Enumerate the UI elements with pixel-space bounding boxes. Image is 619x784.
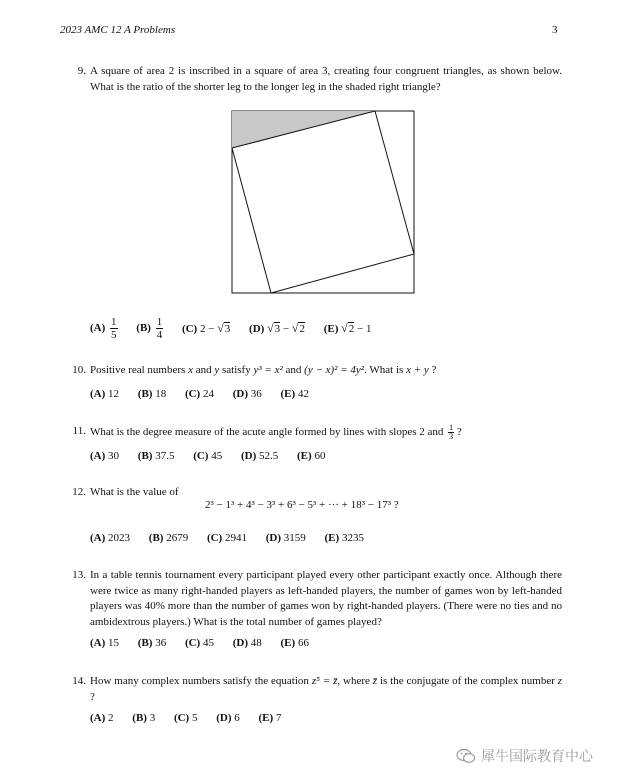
problem-11-answers	[90, 450, 341, 462]
problem-9-answers	[90, 316, 387, 341]
display-equation: 2³ − 1³ + 4³ − 3³ + 6³ − 5³ + ··· + 18³ − 17³ ?	[205, 499, 399, 511]
answer-choice-e[interactable]: (E) 3235	[324, 532, 364, 545]
answer-choice-b[interactable]: (B) $\frac{1}{4}$	[136, 316, 163, 341]
problem-number: 11.	[72, 425, 86, 437]
answer-choice-c[interactable]: (C) 5	[173, 712, 198, 725]
answer-choice-a[interactable]: (A) 15	[90, 637, 120, 650]
answer-choice-c[interactable]: (C) 2941	[206, 532, 247, 545]
problem-11	[64, 424, 562, 441]
answer-choice-e[interactable]: (E) 66	[280, 637, 309, 650]
answer-choice-b[interactable]: (B) 3	[132, 712, 156, 725]
inscribed-squares-figure	[231, 110, 415, 294]
problem-10-answers	[90, 388, 325, 400]
answer-choice-a[interactable]: (A) $\frac{1}{5}$	[90, 316, 117, 341]
problem-14	[64, 674, 562, 705]
answer-choice-d[interactable]: (D) 3159	[265, 532, 306, 545]
page-number: 3	[552, 24, 558, 36]
problem-9	[64, 64, 562, 95]
answer-choice-c[interactable]: (C) 24	[184, 388, 214, 401]
problem-text: How many complex numbers satisfy the equation z⁵ = z̄, where z̄ is the conjugate of the complex number z ?	[90, 675, 563, 703]
problem-text: In a table tennis tournament every participant played every other participant exactly once. Although there were twice as many right-handed players as left-handed players, the number of games won by left-handed players was 40% more than the number of games won by right-handed players. (There were no ties and no ambidextrous players.) What is the total number of games played?	[90, 569, 562, 628]
answer-choice-e[interactable]: (E) 7	[258, 712, 282, 725]
answer-choice-a[interactable]: (A) 12	[90, 388, 120, 401]
watermark	[456, 746, 616, 766]
answer-choice-e[interactable]: (E) 60	[297, 450, 326, 463]
problem-number: 10.	[72, 364, 86, 376]
answer-choice-b[interactable]: (B) 18	[137, 388, 167, 401]
answer-choice-b[interactable]: (B) 2679	[148, 532, 189, 545]
answer-choice-b[interactable]: (B) 36	[137, 637, 167, 650]
answer-choice-d[interactable]: (D) 6	[216, 712, 240, 725]
answer-choice-c[interactable]: (C) 2 − √3	[181, 321, 231, 335]
problem-10	[64, 363, 562, 379]
problem-14-answers	[90, 712, 297, 724]
answer-choice-d[interactable]: (D) 36	[232, 388, 262, 401]
watermark-text: 犀牛国际教育中心	[481, 749, 593, 765]
problem-text: What is the degree measure of the acute angle formed by lines with slopes 2 and $\frac{1}{3}$ ?	[90, 423, 462, 441]
problem-13-answers	[90, 637, 325, 649]
answer-choice-c[interactable]: (C) 45	[184, 637, 214, 650]
answer-choice-e[interactable]: (E) 42	[280, 388, 309, 401]
problem-12-answers	[90, 532, 380, 544]
problem-number: 12.	[72, 486, 86, 498]
answer-choice-d[interactable]: (D) 52.5	[240, 450, 279, 463]
problem-number: 14.	[72, 675, 86, 687]
answer-choice-b[interactable]: (B) 37.5	[137, 450, 175, 463]
answer-choice-e[interactable]: (E) √2 − 1	[323, 321, 372, 335]
problem-text: What is the value of	[90, 486, 179, 498]
fraction-one-third: $\frac{1}{3}$	[449, 423, 454, 441]
answer-choice-a[interactable]: (A) 2023	[90, 532, 131, 545]
answer-choice-a[interactable]: (A) 2	[90, 712, 114, 725]
answer-choice-d[interactable]: (D) √3 − √2	[249, 321, 305, 335]
answer-choice-c[interactable]: (C) 45	[193, 450, 223, 463]
problem-number: 13.	[72, 569, 86, 581]
page-header-title: 2023 AMC 12 A Problems	[60, 24, 176, 36]
answer-choice-a[interactable]: (A) 30	[90, 450, 120, 463]
wechat-icon	[456, 748, 476, 764]
problem-number: 9.	[77, 65, 86, 77]
answer-choice-d[interactable]: (D) 48	[232, 637, 262, 650]
problem-text: A square of area 2 is inscribed in a square of area 3, creating four congruent triangles, as shown below. What is the ratio of the shorter leg to the longer leg in the shaded right triangle?	[90, 65, 562, 93]
problem-text: Positive real numbers x and y satisfy y³ = x² and (y − x)² = 4y². What is x + y ?	[90, 364, 437, 376]
problem-13	[64, 568, 562, 630]
